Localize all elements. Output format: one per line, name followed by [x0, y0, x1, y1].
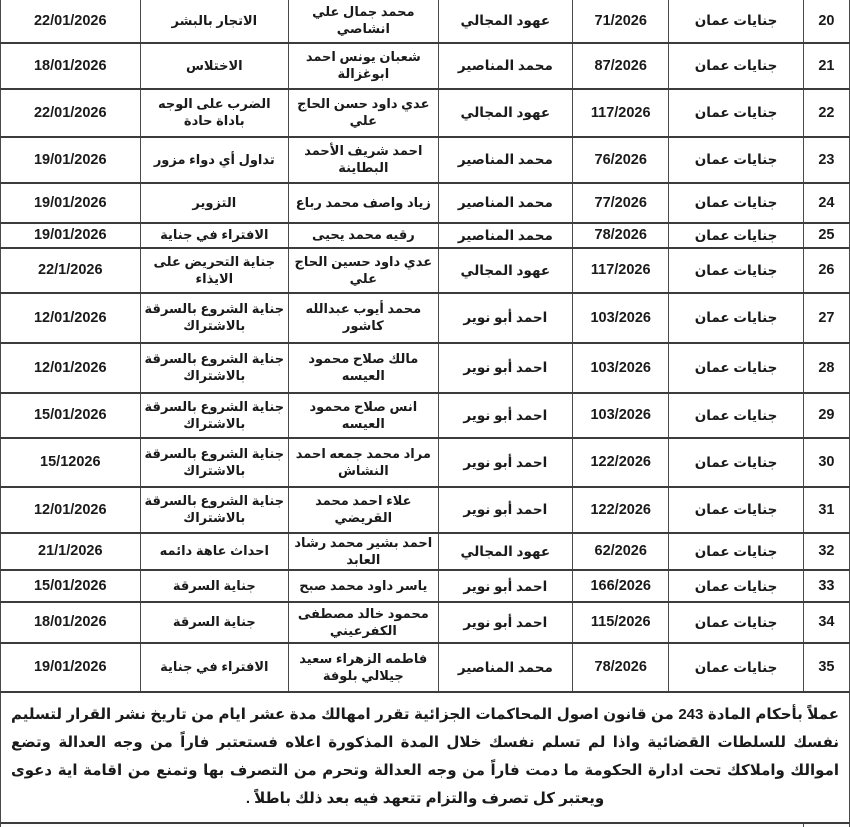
defendant-name-cell: محمد أيوب عبدالله كاشور [289, 293, 439, 343]
charge-cell: جناية السرقة [140, 570, 289, 602]
court-name-cell: جنايات عمان [669, 343, 803, 393]
publish-date-cell: 15/12026 [1, 438, 141, 487]
charge-cell: جناية السرقة [140, 602, 289, 643]
judge-name-cell: محمد المناصير [438, 223, 572, 248]
case-number-cell: 78/2026 [573, 643, 669, 692]
row-number-cell: 26 [803, 248, 849, 293]
publish-date-cell: 19/01/2026 [1, 137, 141, 183]
case-number-cell: 166/2026 [573, 570, 669, 602]
defendant-name-cell: ياسر داود محمد صبح [289, 570, 439, 602]
court-name-cell: جنايات عمان [669, 248, 803, 293]
row-number-cell: 30 [803, 438, 849, 487]
publish-date-cell: 15/01/2026 [1, 570, 141, 602]
case-number-cell: 115/2026 [573, 602, 669, 643]
judge-name-cell: عهود المجالي [438, 89, 572, 137]
row-number-cell: 23 [803, 137, 849, 183]
charge-cell: الافتراء في جناية [140, 223, 289, 248]
judge-name-cell: احمد أبو نوير [438, 343, 572, 393]
table-row [1, 183, 850, 223]
publish-date-cell: 18/01/2026 [1, 602, 141, 643]
judge-name-cell: محمد المناصير [438, 137, 572, 183]
court-name-cell: جنايات عمان [669, 89, 803, 137]
row-number-cell: 25 [803, 223, 849, 248]
table-row [1, 438, 850, 487]
judge-name-cell: محمد المناصير [438, 43, 572, 89]
court-name-cell: جنايات عمان [669, 293, 803, 343]
row-number-cell: 34 [803, 602, 849, 643]
publish-date-cell: 22/1/2026 [1, 248, 141, 293]
court-name-cell: جنايات عمان [669, 0, 803, 43]
row-number-cell: 35 [803, 643, 849, 692]
defendant-name-cell: شعبان يونس احمد ابوغزالة [289, 43, 439, 89]
defendant-name-cell: محمد جمال علي انشاصي [289, 0, 439, 43]
publish-date-cell: 19/01/2026 [1, 223, 141, 248]
charge-cell: الضرب على الوجه باداة حادة [140, 89, 289, 137]
defendant-name-cell: انس صلاح محمود العيسه [289, 393, 439, 438]
judge-name-cell: احمد أبو نوير [438, 602, 572, 643]
table-row [1, 487, 850, 533]
charge-cell: جناية الشروع بالسرقة بالاشتراك [140, 393, 289, 438]
case-number-cell: 87/2026 [573, 43, 669, 89]
charge-cell: تداول أي دواء مزور [140, 137, 289, 183]
publish-date-cell: 12/01/2026 [1, 293, 141, 343]
court-name-cell: جنايات عمان [669, 487, 803, 533]
charge-cell: جناية الشروع بالسرقة بالاشتراك [140, 438, 289, 487]
row-number-cell: 33 [803, 570, 849, 602]
defendant-name-cell: علاء احمد محمد القريضي [289, 487, 439, 533]
publish-date-cell: 12/01/2026 [1, 343, 141, 393]
case-number-cell: 76/2026 [573, 137, 669, 183]
defendant-name-cell: عدي داود حسين الحاج علي [289, 248, 439, 293]
defendant-name-cell: زياد واصف محمد رباع [289, 183, 439, 223]
charge-cell: الاتجار بالبشر [140, 0, 289, 43]
defendant-name-cell: مالك صلاح محمود العيسه [289, 343, 439, 393]
defendant-name-cell: مراد محمد جمعه احمد النشاش [289, 438, 439, 487]
court-name-cell: جنايات عمان [669, 137, 803, 183]
defendant-name-cell: احمد بشير محمد رشاد العابد [289, 533, 439, 570]
row-number-cell: 20 [803, 0, 849, 43]
defendant-name-cell: فاطمه الزهراء سعيد جيلالي بلوفة [289, 643, 439, 692]
judge-name-cell: احمد أبو نوير [438, 487, 572, 533]
publish-date-cell: 18/01/2026 [1, 43, 141, 89]
publish-date-cell: 19/01/2026 [1, 183, 141, 223]
defendant-name-cell: رقيه محمد يحيى [289, 223, 439, 248]
charge-cell: جناية التحريض على الايذاء [140, 248, 289, 293]
table-row [1, 602, 850, 643]
case-number-cell: 122/2026 [573, 487, 669, 533]
publish-date-cell: 19/01/2026 [1, 643, 141, 692]
court-name-cell: جنايات عمان [669, 438, 803, 487]
case-number-cell: 103/2026 [573, 343, 669, 393]
defendant-name-cell: عدي داود حسن الحاج علي [289, 89, 439, 137]
table-row [1, 533, 850, 570]
judge-name-cell: محمد المناصير [438, 643, 572, 692]
court-name-cell: جنايات عمان [669, 43, 803, 89]
judge-name-cell: احمد أبو نوير [438, 393, 572, 438]
row-number-cell: 29 [803, 393, 849, 438]
court-name-cell: جنايات عمان [669, 570, 803, 602]
row-number-cell: 31 [803, 487, 849, 533]
court-name-cell: جنايات عمان [669, 643, 803, 692]
legal-notice-paragraph: عملاً بأحكام المادة 243 من قانون اصول المحاكمات الجزائية تقرر امهالك مدة عشر ايام من تاريخ نشر القرار لتسليم نفسك للسلطات القضائية واذا لم تسلم نفسك خلال المدة المذكورة اعلاه فستعتبر فاراً من وجه العدالة وتضع اموالك واملاكك تحت ادارة الحكومة ما دمت فاراً من وجه العدالة وتحرم من التصرف بها وتمنع من اقامة اية دعوى ويعتبر كل تصرف والتزام تتعهد فيه بعد ذلك باطلاً . [0, 693, 850, 824]
table-row [1, 0, 850, 43]
row-number-cell: 27 [803, 293, 849, 343]
row-number-cell: 24 [803, 183, 849, 223]
publish-date-cell: 22/01/2026 [1, 89, 141, 137]
row-number-cell: 28 [803, 343, 849, 393]
table-row [1, 248, 850, 293]
court-name-cell: جنايات عمان [669, 602, 803, 643]
case-number-cell: 77/2026 [573, 183, 669, 223]
publish-date-cell: 12/01/2026 [1, 487, 141, 533]
judge-name-cell: محمد المناصير [438, 183, 572, 223]
judge-name-cell: احمد أبو نوير [438, 438, 572, 487]
charge-cell: الافتراء في جناية [140, 643, 289, 692]
table-row [1, 43, 850, 89]
charge-cell: جناية الشروع بالسرقة بالاشتراك [140, 343, 289, 393]
case-number-cell: 78/2026 [573, 223, 669, 248]
cases-table-body [1, 0, 850, 692]
charge-cell: التزوير [140, 183, 289, 223]
row-number-cell: 22 [803, 89, 849, 137]
table-row [1, 223, 850, 248]
table-row [1, 89, 850, 137]
publish-date-cell: 21/1/2026 [1, 533, 141, 570]
row-number-cell: 32 [803, 533, 849, 570]
case-number-cell: 117/2026 [573, 248, 669, 293]
case-number-cell: 71/2026 [573, 0, 669, 43]
court-name-cell: جنايات عمان [669, 183, 803, 223]
judge-name-cell: احمد أبو نوير [438, 293, 572, 343]
case-number-cell: 122/2026 [573, 438, 669, 487]
judge-name-cell: عهود المجالي [438, 533, 572, 570]
judge-name-cell: عهود المجالي [438, 0, 572, 43]
case-number-cell: 62/2026 [573, 533, 669, 570]
case-number-cell: 103/2026 [573, 293, 669, 343]
table-row [1, 643, 850, 692]
court-name-cell: جنايات عمان [669, 533, 803, 570]
charge-cell: الاختلاس [140, 43, 289, 89]
defendant-name-cell: احمد شريف الأحمد البطاينة [289, 137, 439, 183]
table-row [1, 393, 850, 438]
case-number-cell: 117/2026 [573, 89, 669, 137]
publish-date-cell: 22/01/2026 [1, 0, 141, 43]
defendant-name-cell: محمود خالد مصطفى الكفرعيني [289, 602, 439, 643]
table-row [1, 293, 850, 343]
court-name-cell: جنايات عمان [669, 223, 803, 248]
charge-cell: احداث عاهة دائمه [140, 533, 289, 570]
judge-name-cell: احمد أبو نوير [438, 570, 572, 602]
table-row [1, 137, 850, 183]
judge-name-cell: عهود المجالي [438, 248, 572, 293]
row-number-cell: 21 [803, 43, 849, 89]
publish-date-cell: 15/01/2026 [1, 393, 141, 438]
table-row [1, 570, 850, 602]
case-number-cell: 103/2026 [573, 393, 669, 438]
charge-cell: جناية الشروع بالسرقة بالاشتراك [140, 293, 289, 343]
court-name-cell: جنايات عمان [669, 393, 803, 438]
table-row [1, 343, 850, 393]
charge-cell: جناية الشروع بالسرقة بالاشتراك [140, 487, 289, 533]
